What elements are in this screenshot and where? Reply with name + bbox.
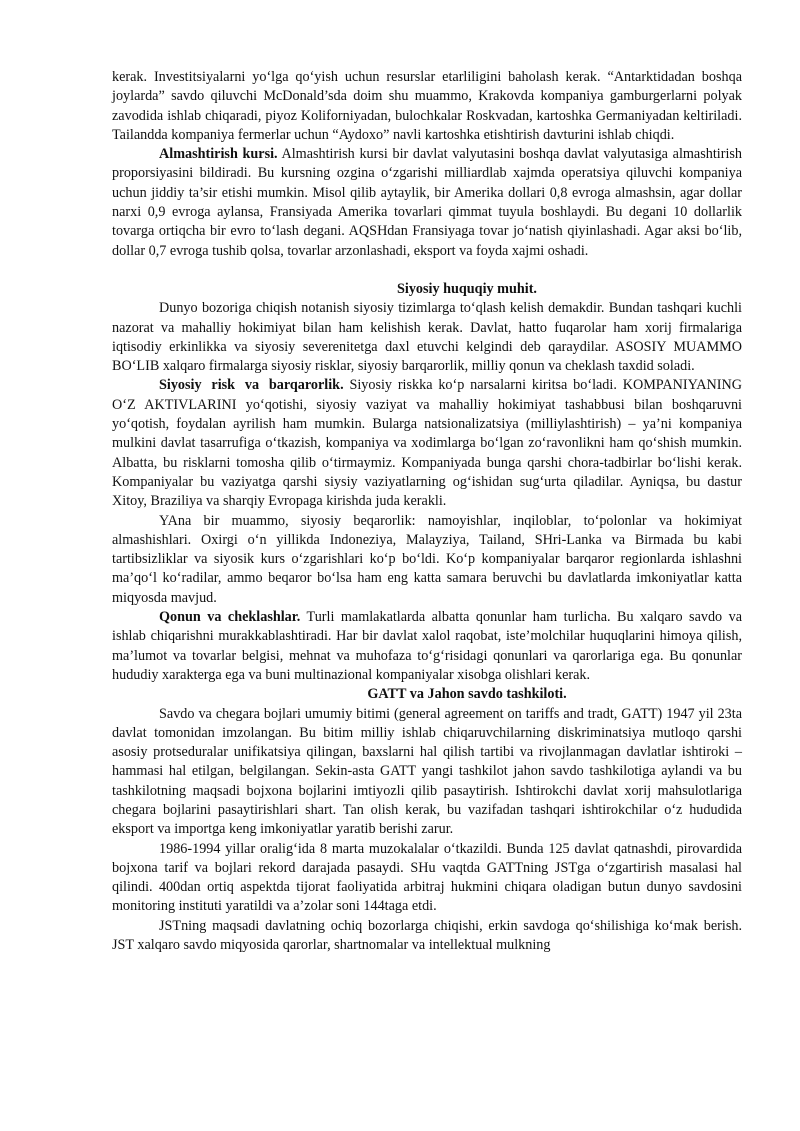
paragraph-instability: YAna bir muammo, siyosiy beqarorlik: namoyishlar, inqiloblar, to‘polonlar va hokimiyat almashishlari. Oxirgi o‘n yillikda Indoneziya, Malayziya, Tailand, SHri-Lanka va Birmada bu kabi tartibsizliklar va siyosik kurs o‘zgarishlari ko‘p bo‘ldi. Ko‘p kompaniyalar barqaror regionlarda ishlashni ma’qo‘l ko‘radilar, ammo beqaror bo‘lsa ham eng katta samara beruvchi bu davlatlarda imkoniyatlar katta miqyosda mavjud.	[112, 512, 742, 606]
paragraph-wto-goal: JSTning maqsadi davlatning ochiq bozorlarga chiqishi, erkin savdoga qo‘shilishiga ko‘mak berish. JST xalqaro savdo miqyosida qarorlar, shartnomalar va intellektual mulkning	[112, 917, 742, 954]
term-laws-restrictions: Qonun va cheklashlar.	[159, 609, 301, 626]
paragraph-political-risk	[112, 376, 742, 511]
paragraph-investment: kerak. Investitsiyalarni yo‘lga qo‘yish uchun resurslar etarliligini baholash kerak. “Antarktidadan boshqa joylarda” savdo qiluvchi McDonald’sda doim shu muammo, Krakovda kompaniya gamburgerlarni polyak zavodida ishlab chiqaradi, piyoz Koliforniyadan, bulochkalar Roskvadan, kartoshka Germaniyadan keltiriladi. Tailandda kompaniya fermerlar uchun “Aydoxo” navli kartoshka etishtirish davturini ishlab chiqdi.	[112, 69, 742, 143]
paragraph-exchange-rate-text: Almashtirish kursi bir davlat valyutasini boshqa davlat valyutasiga almashtirish proporsiyasini bildiradi. Bu kursning ozgina o‘zgarishi milliardlab xajmda operatsiya qiluvchi kompaniya uchun jiddiy ta’sir etishi mumkin. Misol qilib aytaylik, bir Amerika dollari 0,8 evroga almashsin, agar dollar narxi 0,9 evroga aylansa, Fransiyada Amerika tovarlari qimmat tuyula boshlaydi. Bu degani 10 dollarlik tovarga ortiqcha bir evro to‘lash degani. AQSHdan Fransiyaga tovar jo‘natish qiyinlashadi. Agar aksi bo‘lib, dollar 0,7 evroga tushib qolsa, tovarlar arzonlashadi, eksport va foyda xajmi oshadi.	[112, 146, 742, 259]
document-page	[112, 68, 742, 955]
paragraph-political-systems: Dunyo bozoriga chiqish notanish siyosiy tizimlarga to‘qlash kelish demakdir. Bundan tashqari kuchli nazorat va mahalliy hokimiyat bilan ham kelishish kerak. Davlat, hatto fuqarolar ham xorij firmalariga iqtisodiy erkinlikka va siyosiy severenitetga daxl etuvchi kelgindi deb qaraydilar. ASOSIY MUAMMO BO‘LIB xalqaro firmalarga siyosiy risklar, siyosiy barqarorlik, milliy qonun va cheklash taxdid soladi.	[112, 300, 742, 375]
term-exchange-rate: Almashtirish kursi.	[159, 146, 278, 163]
term-political-risk: Siyosiy risk va barqarorlik.	[159, 377, 344, 394]
paragraph-laws-text: Turli mamlakatlarda albatta qonunlar ham turlicha. Bu xalqaro savdo va ishlab chiqarishni murakkablashtiradi. Har bir davlat xalol raqobat, iste’molchilar huquqlarini himoya qilish, ma’lumot va tovarlar belgisi, mehnat va muhofaza to‘g‘risidagi qonunlari va qarorlariga ega. Bu qonunlar hududiy xarakterga ega va buni multinazional kompaniyalar xisobga olishlari kerak.	[112, 609, 743, 683]
paragraph-political-risk-text: Siyosiy riskka ko‘p narsalarni kiritsa bo‘ladi. KOMPANIYANING O‘Z AKTIVLARINI yo‘qotishi, siyosiy vaziyat va mahalliy hokimiyat tashabbusi bilan boshqaruvni yo‘qotish, foydalan ayrilish ham mumkin. Bularga natsionalizatsiya (milliylashtirish) – ya’ni kompaniya mulkini davlat tasarrufiga o‘tkazish, kompaniya va xodimlarga bo‘lgan zo‘ravonlikni ham qo‘shish mumkin. Albatta, bu risklarni tomosha qilib o‘tirmaymiz. Kompaniyada bunga qarshi chora-tadbirlar bo‘lishi kerak. Kompaniyalar bu vaziyatga qarshi siysiy vaziyatlarning og‘ishidan sug‘urta qiladilar. Ayniqsa, bu dastur Xitoy, Braziliya va sharqiy Evropaga kirishda juda kerakli.	[112, 377, 742, 510]
heading-gatt-wto: GATT va Jahon savdo tashkiloti.	[367, 686, 567, 703]
paragraph-gatt: Savdo va chegara bojlari umumiy bitimi (general agreement on tariffs and tradt, GATT) 1947 yil 23ta davlat tomonidan imzolangan. Bu bitim milliy ishlab chiqaruvchilarning diskriminatsiya mutloqo qarshi asosiy protseduralar unifikatsiya qilingan, baxslarni hal qilish tartibi va rivojlanmagan davlatlar ishtiroki – hammasi hal etilgan, belgilangan. Sekin-asta GATT yangi tashkilot jahon savdo tashkilotiga aylandi va bu tashkilotning maqsadi bojxona bojlarini imtiyozli qilib pasaytirish. Ishtirokchi davlat xorij mahsulotlariga chegara bojlarini pasaytirishlari shart. Tan olish kerak, bu vazifadan tashqari ishtirokchilar o‘z hududida eksport va importga keng imkoniyatlar yaratib berishi zarur.	[112, 705, 742, 838]
paragraph-negotiations: 1986-1994 yillar oralig‘ida 8 marta muzokalalar o‘tkazildi. Bunda 125 davlat qatnashdi, pirovardida bojxona tarif va bojlari rekord darajada pasaydi. SHu vaqtda GATTning JSTga o‘zgartirish masalasi hal qilindi. 400dan ortiq aspektda tijorat faoliyatida arbitraj hukmini chiqara oladigan butun dunyo savdosini monitoring instituti yaratildi va a’zolar soni 144taga etdi.	[112, 840, 742, 915]
heading-political-legal-environment: Siyosiy huquqiy muhit.	[397, 280, 537, 297]
paragraph-laws	[112, 608, 742, 685]
paragraph-exchange-rate	[112, 145, 742, 261]
